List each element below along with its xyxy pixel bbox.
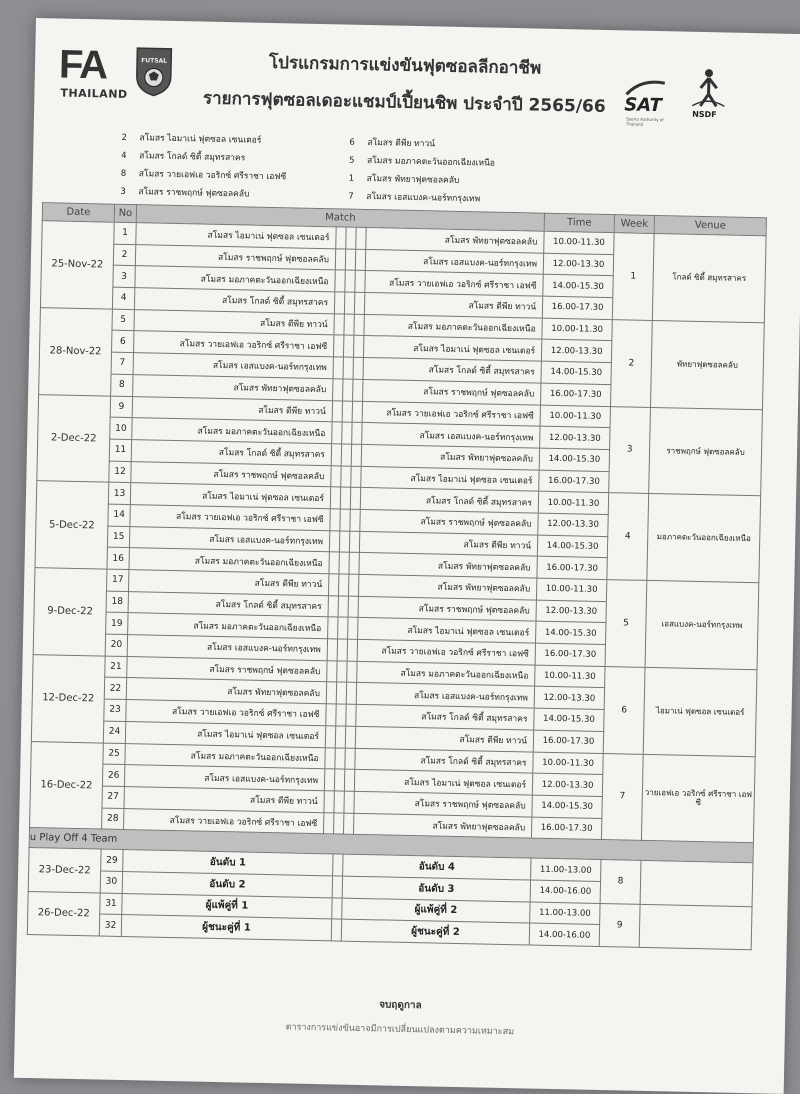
away-team: สโมสร เอสแบงค-นอร์ทกรุงเทพ <box>356 683 534 708</box>
home-team: สโมสร เอสแบงค-นอร์ทกรุงเทพ <box>129 526 329 552</box>
score-box <box>353 379 363 401</box>
match-time: 10.00-11.30 <box>533 752 603 775</box>
match-week: 3 <box>609 406 651 494</box>
score-box <box>347 639 357 661</box>
match-number: 20 <box>105 634 127 656</box>
match-number: 8 <box>111 374 133 396</box>
score-box <box>348 596 358 618</box>
away-team: สโมสร พัทยาฟุตซอลคลับ <box>366 227 544 252</box>
match-date: 28-Nov-22 <box>39 307 113 395</box>
away-team: สโมสร เอสแบงค-นอร์ทกรุงเทพ <box>365 249 543 274</box>
match-time: 10.00-11.30 <box>538 491 608 514</box>
match-number: 19 <box>106 612 128 634</box>
away-team: สโมสร โกลด์ ซิตี้ สมุทรสาคร <box>363 358 541 383</box>
team-number: 8 <box>120 168 127 179</box>
match-date: 26-Dec-22 <box>27 891 100 936</box>
team-number: 6 <box>349 137 355 148</box>
away-team: สโมสร วายเอฟเอ วอริกซ์ ศรีราชา เอฟซี <box>362 401 540 426</box>
nsdf-logo <box>686 66 731 125</box>
score-box <box>327 639 337 661</box>
home-team: สโมสร โกลด์ ซิตี้ สมุทรสาคร <box>128 591 328 617</box>
score-box <box>351 466 361 488</box>
col-header-time: Time <box>544 213 614 232</box>
season-end-label: จบฤดูกาล <box>379 999 422 1012</box>
score-box <box>333 812 343 834</box>
match-number: 32 <box>99 914 121 936</box>
score-box <box>332 422 342 444</box>
col-header-date: Date <box>42 203 114 223</box>
away-team: สโมสร พัทยาฟุตซอลคลับ <box>359 553 537 578</box>
playoff-header: u Play Off 4 Team <box>29 828 753 863</box>
score-box <box>346 683 356 705</box>
score-box <box>334 292 344 314</box>
match-number: 22 <box>104 678 126 700</box>
score-box <box>334 769 344 791</box>
fa-logo-subtext: THAILAND <box>60 86 128 101</box>
match-venue: มอภาคตะวันออกเฉียงเหนือ <box>647 494 761 583</box>
match-time: 16.00-17.30 <box>539 470 609 493</box>
away-team: สโมสร ไอมาเน่ ฟุตซอล เซนเตอร์ <box>361 466 539 491</box>
sat-logo-text: SAT <box>624 94 662 117</box>
col-header-no: No <box>114 204 136 222</box>
score-box <box>333 379 343 401</box>
score-box <box>345 726 355 748</box>
score-box <box>336 704 346 726</box>
score-box <box>356 227 366 249</box>
home-team: สโมสร วายเอฟเอ วอริกซ์ ศรีราชา เอฟซี <box>130 505 330 531</box>
match-venue: วายเอฟเอ วอริกซ์ ศรีราชา เอฟซี <box>641 754 755 843</box>
match-number: 11 <box>109 439 131 461</box>
away-team: สโมสร ราชพฤกษ์ ฟุตซอลคลับ <box>363 379 541 404</box>
match-week: 1 <box>612 233 654 321</box>
score-box <box>330 509 340 531</box>
match-time: 16.00-17.30 <box>531 817 601 840</box>
match-venue: โกลด์ ซิตี้ สมุทรสาคร <box>652 233 766 322</box>
home-team: สโมสร มอภาคตะวันออกเฉียงเหนือ <box>128 613 328 639</box>
match-time: 16.00-17.30 <box>542 296 612 319</box>
match-number: 3 <box>113 266 135 288</box>
team-number: 1 <box>348 173 355 184</box>
score-box <box>332 898 342 920</box>
team-number: 7 <box>348 191 354 202</box>
score-box <box>349 552 359 574</box>
home-team: สโมสร ดีพีย ทาวน์ <box>134 309 334 335</box>
home-team: สโมสร พัทยาฟุตซอลคลับ <box>133 374 333 400</box>
match-week: 5 <box>605 580 647 668</box>
home-team: สโมสร ดีพีย ทาวน์ <box>129 570 329 596</box>
match-time: 14.00-15.30 <box>532 795 602 818</box>
match-date: 23-Dec-22 <box>28 848 101 893</box>
fa-thailand-logo <box>58 42 129 109</box>
match-number: 23 <box>104 699 126 721</box>
match-number: 5 <box>112 309 134 331</box>
schedule-body <box>27 221 766 950</box>
score-box <box>354 314 364 336</box>
match-time: 10.00-11.30 <box>542 318 612 341</box>
score-box <box>334 791 344 813</box>
team-number: 2 <box>121 132 128 143</box>
score-box <box>323 812 333 834</box>
score-box <box>348 574 358 596</box>
match-time: 16.00-17.30 <box>541 383 611 406</box>
match-number: 31 <box>100 893 122 915</box>
score-box <box>333 357 343 379</box>
home-team: สโมสร ไอมาเน่ ฟุตซอล เซนเตอร์ <box>136 223 336 249</box>
match-date: 9-Dec-22 <box>33 568 107 656</box>
team-entry <box>121 148 245 165</box>
team-entry <box>349 135 435 151</box>
match-time: 12.00-13.30 <box>534 687 604 710</box>
away-team: สโมสร ไอมาเน่ ฟุตซอล เซนเตอร์ <box>363 336 541 361</box>
match-number: 15 <box>107 526 129 548</box>
home-seed: อันดับ 2 <box>122 871 332 897</box>
team-number: 4 <box>121 150 127 161</box>
home-team: สโมสร ดีพีย ทาวน์ <box>132 396 332 422</box>
score-box <box>328 595 338 617</box>
away-team: สโมสร ราชพฤกษ์ ฟุตซอลคลับ <box>358 596 536 621</box>
score-box <box>342 422 352 444</box>
score-box <box>345 748 355 770</box>
away-team: สโมสร โกลด์ ซิตี้ สมุทรสาคร <box>360 488 538 513</box>
home-team: สโมสร ราชพฤกษ์ ฟุตซอลคลับ <box>135 244 335 270</box>
match-week: 4 <box>607 493 649 581</box>
score-box <box>348 618 358 640</box>
away-team: สโมสร พัทยาฟุตซอลคลับ <box>358 574 536 599</box>
score-box <box>353 357 363 379</box>
away-team: สโมสร ราชพฤกษ์ ฟุตซอลคลับ <box>360 509 538 534</box>
away-team: สโมสร ราชพฤกษ์ ฟุตซอลคลับ <box>354 791 532 816</box>
score-box <box>331 919 341 941</box>
score-box <box>334 314 344 336</box>
home-team: สโมสร ดีพีย ทาวน์ <box>124 786 324 812</box>
score-box <box>354 292 364 314</box>
match-time: 16.00-17.30 <box>537 556 607 579</box>
score-box <box>338 596 348 618</box>
match-number: 4 <box>112 287 134 309</box>
match-time: 10.00-11.30 <box>540 405 610 428</box>
away-team: สโมสร วายเอฟเอ วอริกซ์ ศรีราชา เอฟซี <box>357 639 535 664</box>
match-time: 11.00-13.00 <box>531 858 601 881</box>
match-number: 25 <box>103 743 125 765</box>
match-time: 14.00-15.30 <box>541 361 611 384</box>
team-entry <box>349 153 495 170</box>
score-box <box>346 227 356 249</box>
match-number: 1 <box>114 222 136 244</box>
home-team: สโมสร วายเอฟเอ วอริกซ์ ศรีราชา เอฟซี <box>134 331 334 357</box>
fa-logo-text: FA <box>58 42 107 88</box>
score-box <box>332 876 342 898</box>
team-name: สโมสร ดีพีย ทาวน์ <box>367 137 436 150</box>
match-time: 14.00-15.30 <box>534 708 604 731</box>
match-date: 5-Dec-22 <box>35 481 109 569</box>
score-box <box>351 444 361 466</box>
match-number: 2 <box>113 244 135 266</box>
match-date: 16-Dec-22 <box>30 741 104 829</box>
match-time: 12.00-13.30 <box>541 340 611 363</box>
team-number: 3 <box>120 186 126 197</box>
match-number: 24 <box>103 721 125 743</box>
score-box <box>335 249 345 271</box>
match-number: 21 <box>105 656 127 678</box>
home-team: สโมสร มอภาคตะวันออกเฉียงเหนือ <box>125 743 325 769</box>
away-team: สโมสร มอภาคตะวันออกเฉียงเหนือ <box>357 661 535 686</box>
away-seed: อันดับ 4 <box>343 854 531 880</box>
away-team: สโมสร โกลด์ ซิตี้ สมุทรสาคร <box>356 704 534 729</box>
score-box <box>349 531 359 553</box>
score-box <box>355 271 365 293</box>
match-time: 12.00-13.30 <box>543 253 613 276</box>
away-seed: อันดับ 3 <box>342 876 530 902</box>
team-number: 5 <box>348 155 355 166</box>
home-team: สโมสร เอสแบงค-นอร์ทกรุงเทพ <box>124 765 324 791</box>
home-team: สโมสร โกลด์ ซิตี้ สมุทรสาคร <box>134 288 334 314</box>
match-venue: ราชพฤกษ์ ฟุตซอลคลับ <box>649 407 763 496</box>
score-box <box>353 336 363 358</box>
match-time: 11.00-13.00 <box>530 902 600 925</box>
col-header-week: Week <box>614 215 654 234</box>
home-team: สโมสร วายเอฟเอ วอริกซ์ ศรีราชา เอฟซี <box>126 700 326 726</box>
match-venue: ไอมาเน่ ฟุตซอล เซนเตอร์ <box>643 667 757 756</box>
score-box <box>338 617 348 639</box>
score-box <box>344 769 354 791</box>
away-team: สโมสร มอภาคตะวันออกเฉียงเหนือ <box>364 314 542 339</box>
match-number: 16 <box>107 547 129 569</box>
score-box <box>337 639 347 661</box>
team-entry <box>121 130 261 147</box>
score-box <box>340 487 350 509</box>
score-box <box>333 335 343 357</box>
athlete-figure-icon <box>686 66 731 111</box>
match-number: 18 <box>106 591 128 613</box>
home-team: สโมสร โกลด์ ซิตี้ สมุทรสาคร <box>131 439 331 465</box>
home-team: สโมสร เอสแบงค-นอร์ทกรุงเทพ <box>127 635 327 661</box>
away-team: สโมสร ไอมาเน่ ฟุตซอล เซนเตอร์ <box>358 618 536 643</box>
match-time: 16.00-17.30 <box>535 643 605 666</box>
score-box <box>324 791 334 813</box>
score-box <box>326 682 336 704</box>
match-week: 9 <box>599 903 640 947</box>
match-time: 10.00-11.30 <box>535 665 605 688</box>
score-box <box>343 813 353 835</box>
away-team: สโมสร เอสแบงค-นอร์ทกรุงเทพ <box>362 423 540 448</box>
away-team: สโมสร โกลด์ ซิตี้ สมุทรสาคร <box>355 748 533 773</box>
team-name: สโมสร วายเอฟเอ วอริกซ์ ศรีราชา เอฟซี <box>138 169 287 183</box>
page-title: โปรแกรมการแข่งขันฟุตซอลลีกอาชีพ <box>268 52 542 79</box>
match-date: 12-Dec-22 <box>31 654 105 742</box>
score-box <box>339 552 349 574</box>
score-box <box>335 270 345 292</box>
match-venue: เอสแบงค-นอร์ทกรุงเทพ <box>645 580 759 669</box>
score-box <box>346 704 356 726</box>
match-date: 2-Dec-22 <box>37 394 111 482</box>
score-box <box>329 552 339 574</box>
score-box <box>343 379 353 401</box>
team-name: สโมสร เอสแบงค-นอร์ทกรุงเทพ <box>366 191 481 205</box>
home-team: สโมสร มอภาคตะวันออกเฉียงเหนือ <box>135 266 335 292</box>
match-time: 14.00-15.30 <box>539 448 609 471</box>
score-box <box>336 682 346 704</box>
score-box <box>344 292 354 314</box>
home-seed: อันดับ 1 <box>123 850 333 876</box>
score-box <box>344 791 354 813</box>
score-box <box>332 400 342 422</box>
home-team: สโมสร ไอมาเน่ ฟุตซอล เซนเตอร์ <box>125 721 325 747</box>
futsal-shield-icon <box>134 46 173 97</box>
score-box <box>350 509 360 531</box>
match-week: 2 <box>611 319 653 407</box>
home-team: สโมสร ราชพฤกษ์ ฟุตซอลคลับ <box>131 461 331 487</box>
score-box <box>344 314 354 336</box>
team-list <box>120 130 642 205</box>
score-box <box>343 335 353 357</box>
away-team: สโมสร พัทยาฟุตซอลคลับ <box>353 813 531 838</box>
match-number: 30 <box>100 871 122 893</box>
home-team: สโมสร วายเอฟเอ วอริกซ์ ศรีราชา เอฟซี <box>124 808 324 834</box>
team-name: สโมสร ราชพฤกษ์ ฟุตซอลคลับ <box>138 187 250 200</box>
match-venue <box>639 904 752 950</box>
match-number: 28 <box>102 808 124 830</box>
match-number: 12 <box>109 461 131 483</box>
team-entry <box>121 166 287 183</box>
futsal-badge-text: FUTSAL <box>141 57 168 65</box>
away-team: สโมสร ดีพีย ทาวน์ <box>364 293 542 318</box>
home-team: สโมสร ราชพฤกษ์ ฟุตซอลคลับ <box>127 656 327 682</box>
schedule-change-note: ตารางการแข่งขันอาจมีการเปลี่ยนแปลงตามความเหมาะสม <box>285 1022 515 1038</box>
score-box <box>352 422 362 444</box>
match-number: 14 <box>108 504 130 526</box>
match-number: 13 <box>108 482 130 504</box>
match-number: 17 <box>107 569 129 591</box>
col-header-venue: Venue <box>654 215 766 235</box>
score-box <box>324 769 334 791</box>
match-week: 7 <box>601 753 643 841</box>
score-box <box>329 530 339 552</box>
score-box <box>327 660 337 682</box>
score-box <box>326 704 336 726</box>
home-team: สโมสร พัทยาฟุตซอลคลับ <box>126 678 326 704</box>
score-box <box>342 401 352 423</box>
score-box <box>341 444 351 466</box>
home-seed: ผู้แพ้คู่ที่ 1 <box>122 893 332 919</box>
match-time: 12.00-13.30 <box>540 426 610 449</box>
match-number: 6 <box>112 331 134 353</box>
sat-logo-subtext: Sports Authority of Thailand <box>625 116 664 127</box>
score-box <box>331 444 341 466</box>
home-team: สโมสร เอสแบงค-นอร์ทกรุงเทพ <box>133 353 333 379</box>
team-entry <box>348 189 480 206</box>
match-number: 10 <box>110 417 132 439</box>
title-block <box>194 47 615 120</box>
score-box <box>345 249 355 271</box>
match-venue <box>640 861 753 907</box>
away-seed: ผู้ชนะคู่ที่ 2 <box>341 919 529 945</box>
match-venue: พัทยาฟุตซอลคลับ <box>651 320 765 409</box>
home-team: สโมสร ไอมาเน่ ฟุตซอล เซนเตอร์ <box>130 483 330 509</box>
away-team: สโมสร ไอมาเน่ ฟุตซอล เซนเตอร์ <box>354 770 532 795</box>
match-time: 14.00-15.30 <box>536 621 606 644</box>
away-seed: ผู้แพ้คู่ที่ 2 <box>342 898 530 924</box>
score-box <box>335 747 345 769</box>
score-box <box>333 854 343 876</box>
match-time: 14.00-15.30 <box>543 275 613 298</box>
away-team: สโมสร ดีพีย ทาวน์ <box>355 726 533 751</box>
score-box <box>330 487 340 509</box>
match-time: 12.00-13.30 <box>532 773 602 796</box>
match-week: 8 <box>600 860 641 904</box>
match-time: 14.00-16.00 <box>530 880 600 903</box>
away-team: สโมสร ดีพีย ทาวน์ <box>359 531 537 556</box>
score-box <box>328 617 338 639</box>
score-box <box>347 661 357 683</box>
match-number: 27 <box>102 786 124 808</box>
home-team: สโมสร มอภาคตะวันออกเฉียงเหนือ <box>132 418 332 444</box>
home-team: สโมสร มอภาคตะวันออกเฉียงเหนือ <box>129 548 329 574</box>
schedule-table <box>27 202 767 950</box>
score-box <box>343 357 353 379</box>
score-box <box>340 509 350 531</box>
home-seed: ผู้ชนะคู่ที่ 1 <box>121 915 331 941</box>
match-time: 14.00-16.00 <box>529 923 599 946</box>
score-box <box>336 227 346 249</box>
score-box <box>325 726 335 748</box>
score-box <box>331 465 341 487</box>
match-number: 7 <box>111 352 133 374</box>
away-team: สโมสร วายเอฟเอ วอริกซ์ ศรีราชา เอฟซี <box>365 271 543 296</box>
score-box <box>337 661 347 683</box>
schedule-sheet <box>14 18 800 1094</box>
match-time: 10.00-11.30 <box>544 231 614 254</box>
match-date: 25-Nov-22 <box>40 221 114 309</box>
away-team: สโมสร พัทยาฟุตซอลคลับ <box>361 444 539 469</box>
match-number: 29 <box>101 849 123 871</box>
score-box <box>350 487 360 509</box>
team-name: สโมสร โกลด์ ซิตี้ สมุทรสาคร <box>139 151 246 164</box>
team-entry <box>120 184 249 201</box>
score-box <box>328 574 338 596</box>
team-name: สโมสร พัทยาฟุตซอลคลับ <box>366 173 460 186</box>
score-box <box>325 747 335 769</box>
team-name: สโมสร ไอมาเน่ ฟุตซอล เซนเตอร์ <box>139 133 262 146</box>
col-header-match: Match <box>136 205 544 232</box>
score-box <box>338 574 348 596</box>
score-box <box>352 401 362 423</box>
score-box <box>345 270 355 292</box>
match-time: 12.00-13.30 <box>538 513 608 536</box>
score-box <box>355 249 365 271</box>
page-subtitle: รายการฟุตซอลเดอะแชมป์เปี้ยนชิพ ประจำปี 2565/66 <box>202 88 606 117</box>
match-time: 14.00-15.30 <box>537 535 607 558</box>
score-box <box>341 466 351 488</box>
match-number: 26 <box>102 764 124 786</box>
score-box <box>335 726 345 748</box>
match-number: 9 <box>110 396 132 418</box>
score-box <box>339 531 349 553</box>
nsdf-logo-text: NSDF <box>692 109 717 120</box>
team-name: สโมสร มอภาคตะวันออกเฉียงเหนือ <box>366 155 496 169</box>
sat-logo <box>620 76 677 127</box>
match-time: 10.00-11.30 <box>536 578 606 601</box>
team-entry <box>349 171 460 187</box>
match-time: 16.00-17.30 <box>533 730 603 753</box>
match-time: 12.00-13.30 <box>536 600 606 623</box>
match-week: 6 <box>603 666 645 754</box>
